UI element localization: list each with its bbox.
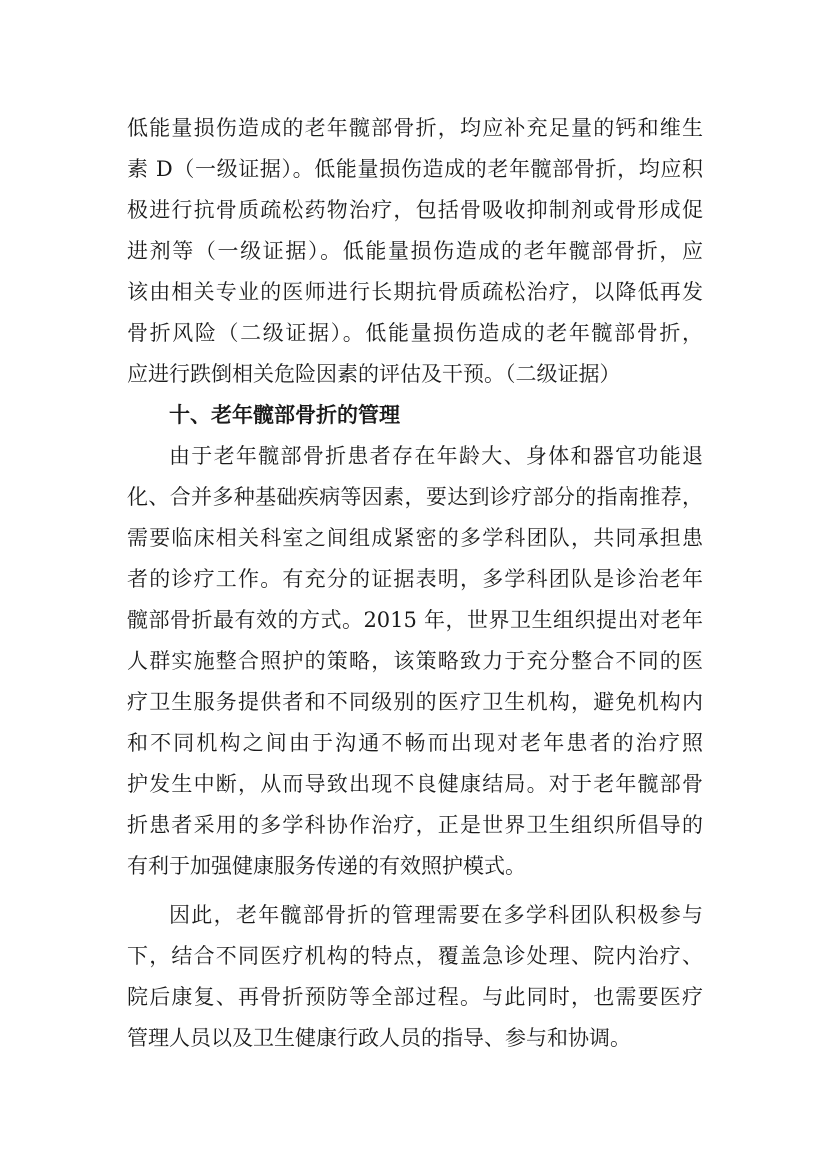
text-line: 有利于加强健康服务传递的有效照护模式。 <box>127 854 526 878</box>
text-line: 人群实施整合照护的策略，该策略致力于充分整合不同的医 <box>127 649 703 673</box>
paragraph-management-intro <box>127 436 703 887</box>
text-line: 应进行跌倒相关危险因素的评估及干预。（二级证据） <box>127 362 621 386</box>
text-line: 该由相关专业的医师进行长期抗骨质疏松治疗，以降低再发 <box>127 280 703 304</box>
text-line: 管理人员以及卫生健康行政人员的指导、参与和协调。 <box>127 1026 631 1050</box>
text-line: 骨折风险（二级证据）。低能量损伤造成的老年髋部骨折， <box>127 321 703 345</box>
text-line: 护发生中断，从而导致出现不良健康结局。对于老年髋部骨 <box>127 772 703 796</box>
section-heading: 十、老年髋部骨折的管理 <box>169 403 400 427</box>
paragraph-evidence <box>127 108 703 395</box>
text-line: 进剂等（一级证据）。低能量损伤造成的老年髋部骨折，应 <box>127 239 703 263</box>
paragraph-management-conclusion <box>127 895 703 1059</box>
text-line: 疗卫生服务提供者和不同级别的医疗卫生机构，避免机构内 <box>127 690 703 714</box>
text-line: 素 D（一级证据）。低能量损伤造成的老年髋部骨折，均应积 <box>127 157 703 181</box>
text-line: 髋部骨折最有效的方式。2015 年，世界卫生组织提出对老年 <box>127 608 703 632</box>
text-line: 折患者采用的多学科协作治疗，正是世界卫生组织所倡导的 <box>127 813 703 837</box>
text-line: 低能量损伤造成的老年髋部骨折，均应补充足量的钙和维生 <box>127 116 703 140</box>
text-line: 需要临床相关科室之间组成紧密的多学科团队，共同承担患 <box>127 526 703 550</box>
text-line: 下，结合不同医疗机构的特点，覆盖急诊处理、院内治疗、 <box>127 944 703 968</box>
text-line: 者的诊疗工作。有充分的证据表明，多学科团队是诊治老年 <box>127 567 703 591</box>
text-line: 和不同机构之间由于沟通不畅而出现对老年患者的治疗照 <box>127 731 703 755</box>
text-line: 由于老年髋部骨折患者存在年龄大、身体和器官功能退 <box>169 444 703 468</box>
text-line: 化、合并多种基础疾病等因素，要达到诊疗部分的指南推荐， <box>127 485 703 509</box>
document-body <box>127 108 703 1059</box>
text-line: 因此，老年髋部骨折的管理需要在多学科团队积极参与 <box>169 903 703 927</box>
text-line: 院后康复、再骨折预防等全部过程。与此同时，也需要医疗 <box>127 985 703 1009</box>
text-line: 极进行抗骨质疏松药物治疗，包括骨吸收抑制剂或骨形成促 <box>127 198 703 222</box>
